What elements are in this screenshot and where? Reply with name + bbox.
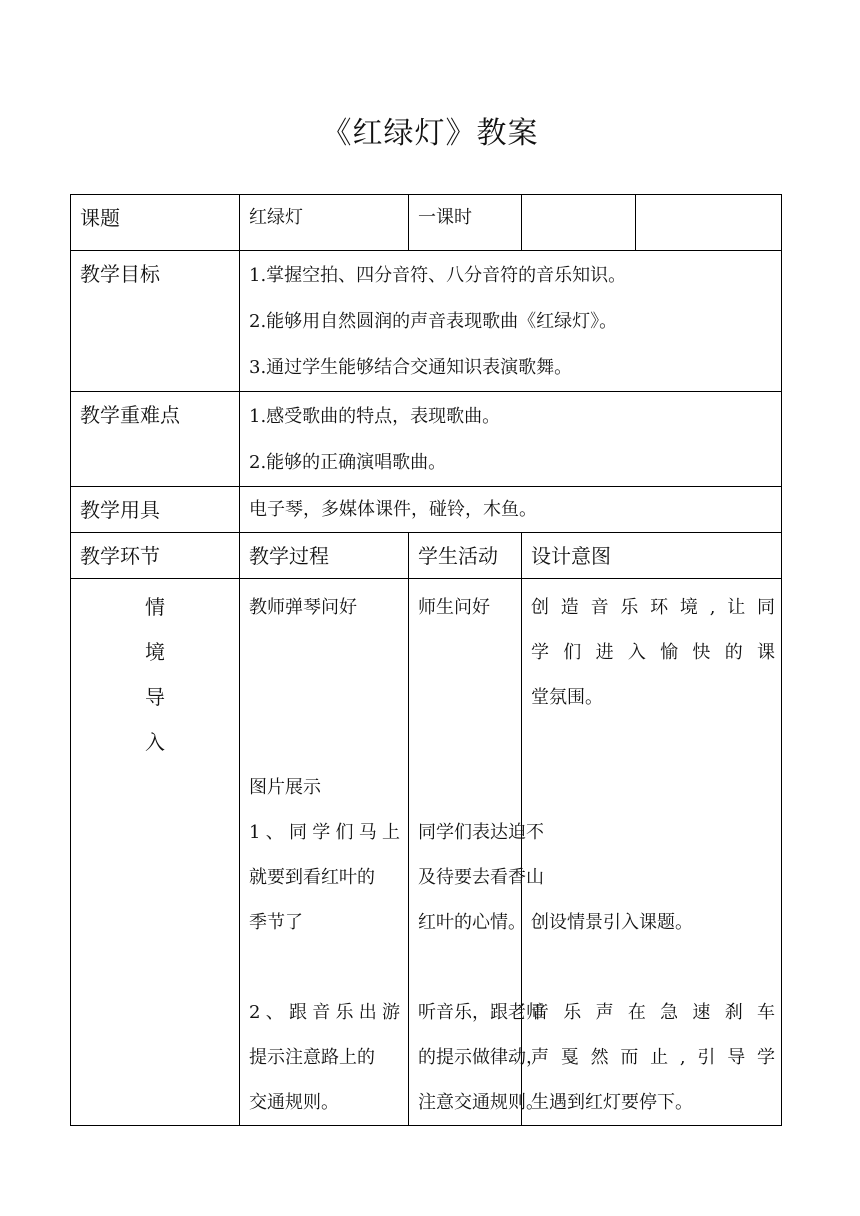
goals-list (240, 251, 781, 391)
topic-name: 红绿灯 (249, 207, 303, 228)
stage-char: 情 (145, 595, 165, 619)
activity-line (418, 630, 513, 675)
topic-period: 一课时 (418, 207, 472, 228)
intent-line: 音乐声在急速刹车 (531, 1002, 775, 1023)
intent-line: 创设情景引入课题。 (531, 912, 693, 933)
intent-line: 声戛然而止,引导学 (531, 1047, 775, 1068)
process-line (249, 945, 400, 990)
activity-line: 的提示做律动， (418, 1047, 544, 1068)
goal-item: 1.掌握空拍、四分音符、八分音符的音乐知识。 (249, 265, 627, 286)
intent-line (531, 945, 775, 990)
key-points-list (240, 392, 781, 486)
stage-char: 导 (145, 685, 165, 709)
process-line: 1、同学们马上 (249, 822, 400, 843)
topic-extra-2 (636, 195, 781, 205)
process-line: 教师弹琴问好 (249, 597, 357, 618)
process-line: 就要到看红叶的 (249, 867, 375, 888)
header-intent: 设计意图 (531, 544, 611, 568)
activity-line (418, 675, 513, 720)
intent-line: 堂氛围。 (531, 687, 603, 708)
intent-line: 创造音乐环境,让同 (531, 597, 775, 618)
intent-column (522, 579, 781, 1125)
header-stage: 教学环节 (80, 544, 160, 568)
process-line: 交通规则。 (249, 1092, 339, 1113)
stage-char: 入 (145, 730, 165, 754)
process-line: 提示注意路上的 (249, 1047, 375, 1068)
document-title: 《红绿灯》教案 (321, 116, 539, 151)
goal-item: 2.能够用自然圆润的声音表现歌曲《红绿灯》。 (249, 311, 618, 332)
intent-line (531, 855, 775, 900)
lesson-plan-table (70, 194, 782, 1126)
tools-text: 电子琴，多媒体课件，碰铃，木鱼。 (249, 499, 537, 520)
stage-char: 境 (145, 640, 165, 664)
intent-line: 生遇到红灯要停下。 (531, 1092, 693, 1113)
stage-header-row (71, 533, 782, 579)
tools-label: 教学用具 (80, 498, 160, 522)
key-points-row (71, 392, 782, 487)
process-line (249, 720, 400, 765)
process-line (249, 675, 400, 720)
activity-line: 红叶的心情。 (418, 912, 526, 933)
activity-line: 同学们表达迫不 (418, 822, 544, 843)
process-line: 季节了 (249, 912, 303, 933)
activity-line (418, 945, 513, 990)
activity-line (418, 765, 513, 810)
process-line: 图片展示 (249, 777, 321, 798)
activity-line: 师生问好 (418, 597, 490, 618)
goals-label: 教学目标 (80, 262, 160, 286)
topic-label: 课题 (80, 206, 120, 230)
intent-line (531, 810, 775, 855)
header-process: 教学过程 (249, 544, 329, 568)
activity-line: 听音乐，跟老师 (418, 1002, 544, 1023)
tools-row (71, 487, 782, 533)
activity-line: 注意交通规则。 (418, 1092, 544, 1113)
process-line: 2、跟音乐出游 (249, 1002, 400, 1023)
key-point-item: 2.能够的正确演唱歌曲。 (249, 452, 447, 473)
key-points-label: 教学重难点 (80, 403, 180, 427)
stage-body-row (71, 579, 782, 1126)
goals-row (71, 251, 782, 392)
activity-line: 及待要去看香山 (418, 867, 544, 888)
process-line (249, 630, 400, 675)
intent-line: 学们进入愉快的课 (531, 642, 775, 663)
header-activity: 学生活动 (418, 544, 498, 568)
topic-extra-1 (522, 195, 635, 205)
key-point-item: 1.感受歌曲的特点，表现歌曲。 (249, 406, 501, 427)
process-column (240, 579, 408, 1125)
intent-line (531, 765, 775, 810)
activity-line (418, 720, 513, 765)
intent-line (531, 720, 775, 765)
topic-row (71, 195, 782, 251)
stage-name (71, 579, 239, 765)
activity-column (409, 579, 544, 1125)
goal-item: 3.通过学生能够结合交通知识表演歌舞。 (249, 357, 573, 378)
